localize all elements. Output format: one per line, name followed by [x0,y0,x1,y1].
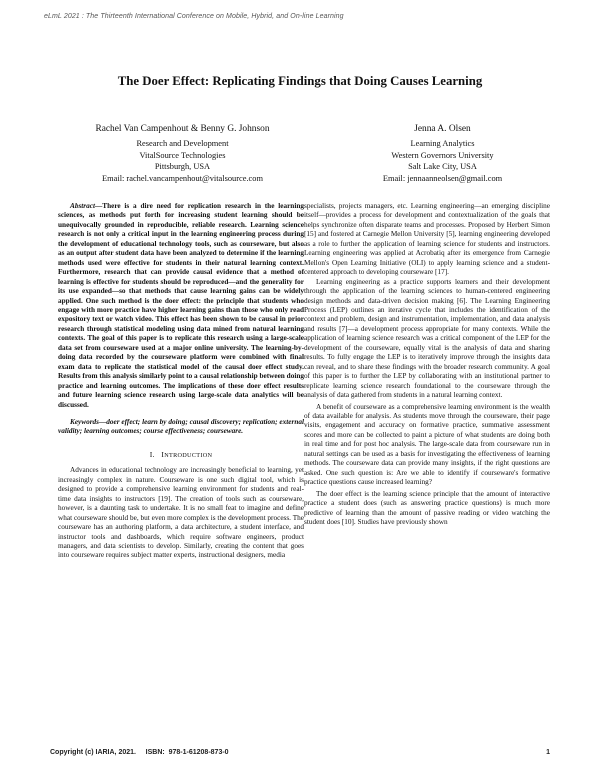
body-paragraph: specialists, projects managers, etc. Learning engineering—an emerging discipline itself—provides a process for development and contextualization of the goals that helps synchronize often disparate teams and processes. Proposed by Herbert Simon [15] and fostered at Carnegie Mellon University [5], learning engineering developed as a role to further the application of learning science for students and instructors. Learning engineering was applied at Acrobatiq after its emergence from Carnegie Mellon's Open Learning Initiative (OLI) to apply learning science and a student-centered approach to developing courseware [17]. [304,202,550,277]
author-department: Learning Analytics [410,139,475,149]
author-name: Rachel Van Campenhout & Benny G. Johnson [95,124,270,134]
keywords-label: Keywords [70,417,99,426]
author-organization: Western Governors University [391,150,494,160]
author-email: Email: rachel.vancampenhout@vitalsource.com [102,173,263,183]
section-title-rest: NTRODUCTION [164,451,213,459]
body-paragraph: Learning engineering as a practice supports learners and their development through the application of the learning sciences to human-centered engineering design methods and data-driven decision making [6]. The Learning Engineering Process (LEP) outlines an iterative cycle that includes the identification of the context and problem, design and instrumentation, implementation, and data analysis and results [7]—a development process appropriate for many contexts. While the application of learning science research was a critical component of the LEP for the development of the courseware, equally vital is the analysis of data and sharing results. To fully engage the LEP is to iteratively improve through the insights data can reveal, and to share these findings with the broader research community. A goal of this paper is to further the LEP by collaborating with an institutional partner to replicate learning science research foundational to the courseware through the analysis of data gathered from students in a natural learning context. [304,277,550,400]
running-head: eLmL 2021 : The Thirteenth International Conference on Mobile, Hybrid, and On-line Learning [44,13,344,20]
footer-copyright: Copyright (c) IARIA, 2021. ISBN: 978-1-61208-873-0 [50,749,229,756]
keywords: Keywords—doer effect; learn by doing; causal discovery; replication; external validity; learning outcomes; course effectiveness; courseware. [58,417,304,436]
left-column [58,202,304,561]
abstract: Abstract—There is a dire need for replication research in the learning sciences, as methods put forth for increasing student learning should be unequivocally grounded in reproducible, reliable research. Learning science research is not only a critical input in the learning engineering process during the development of educational technology tools, such as courseware, but also as an output after student data have been analyzed to determine if the learning methods used were effective for students in their natural learning context. Furthermore, research that can provide causal evidence that a method of learning is effective for students should be reproduced—and the generality for its use expanded—so that methods that cause learning gains can be widely applied. One such method is the doer effect: the principle that students who engage with more practice have higher learning gains than those who only read expository text or watch video. This effect has been shown to be causal in prior research through statistical modeling using data mined from natural learning contexts. The goal of this paper is to replicate this research using a large-scale data set from courseware used at a major online university. The learning-by-doing data recorded by the courseware platform were combined with final exam data to replicate the statistical model of the causal doer effect study. Results from this analysis similarly point to a causal relationship between doing practice and learning outcomes. The implications of these doer effect results and future learning science research using large-scale data analytics will be discussed. [58,202,304,409]
right-column [304,202,550,527]
keywords-text: doer effect; learn by doing; causal discovery; replication; external validity; learning outcomes; course effectiveness; courseware. [58,417,304,436]
body-paragraph: Advances in educational technology are increasingly beneficial to learning, yet increasingly complex in nature. Courseware is one such digital tool, which is designed to provide a comprehensive learning environment for students and real-time data insights to instructors [19]. The creation of tools such as courseware, however, is a daunting task to undertake. It is no small feat to imagine and define what courseware should be, but even more complex is the development process. The courseware has an authoring platform, a data architecture, a student interface, and instructor tools and dashboards, which require software engineers, product managers, and data scientists to develop. Similarly, creating the content that goes into courseware requires subject matter experts, instructional designers, media [58,466,304,560]
body-paragraph: A benefit of courseware as a comprehensive learning environment is the wealth of data available for analysis. As students move through the courseware, their page visits, engagement and accuracy on formative practice, summative assessment scores and more can be collected to paint a picture of what students are doing both in real time and for post hoc analysis. The large-scale data from courseware run in natural settings can be used as a basis for investigating the effectiveness of learning methods. The courseware data can provide many insights, if the right questions are asked. One such question is: Are we able to identify if courseware's formative practice questions cause increased learning? [304,402,550,487]
body-paragraph: The doer effect is the learning science principle that the amount of interactive practice a student does (such as answering practice questions) is much more predictive of learning than the amount of passive reading or video watching the student does [10]. Studies have previously shown [304,489,550,526]
abstract-label: Abstract [70,202,95,210]
author-block-left [50,124,315,184]
author-city: Pittsburgh, USA [154,162,211,172]
paper-title: The Doer Effect: Replicating Findings that Doing Causes Learning [117,74,483,88]
abstract-text: There is a dire need for replication research in the learning sciences, as methods put forth for increasing student learning should be unequivocally grounded in reproducible, reliable research. Learning science research is not only a critical input in the learning engineering process during the development of educational technology tools, such as courseware, but also as an output after student data have been analyzed to determine if the learning methods used were effective for students in their natural learning context. Furthermore, research that can provide causal evidence that a method of learning is effective for students should be reproduced—and the generality for its use expanded—so that methods that cause learning gains can be widely applied. One such method is the doer effect: the principle that students who engage with more practice have higher learning gains than those who only read expository text or watch video. This effect has been shown to be causal in prior research through statistical modeling using data mined from natural learning contexts. The goal of this paper is to replicate this research using a large-scale data set from courseware used at a major online university. The learning-by-doing data recorded by the courseware platform were combined with final exam data to replicate the statistical model of the causal doer effect study. Results from this analysis similarly point to a causal relationship between doing practice and learning outcomes. The implications of these doer effect results and future learning science research using large-scale data analytics will be discussed. [58,202,304,409]
author-block-right [330,124,555,184]
author-department: Research and Development [136,139,229,149]
author-name: Jenna A. Olsen [414,124,471,134]
section-initial: I [161,449,165,459]
author-email: Email: jennaanneolsen@gmail.com [382,173,503,183]
section-heading-introduction [58,450,304,460]
author-organization: VitalSource Technologies [139,150,226,160]
page-number: 1 [546,749,550,756]
section-numeral: I. [149,449,155,459]
author-city: Salt Lake City, USA [408,162,477,172]
